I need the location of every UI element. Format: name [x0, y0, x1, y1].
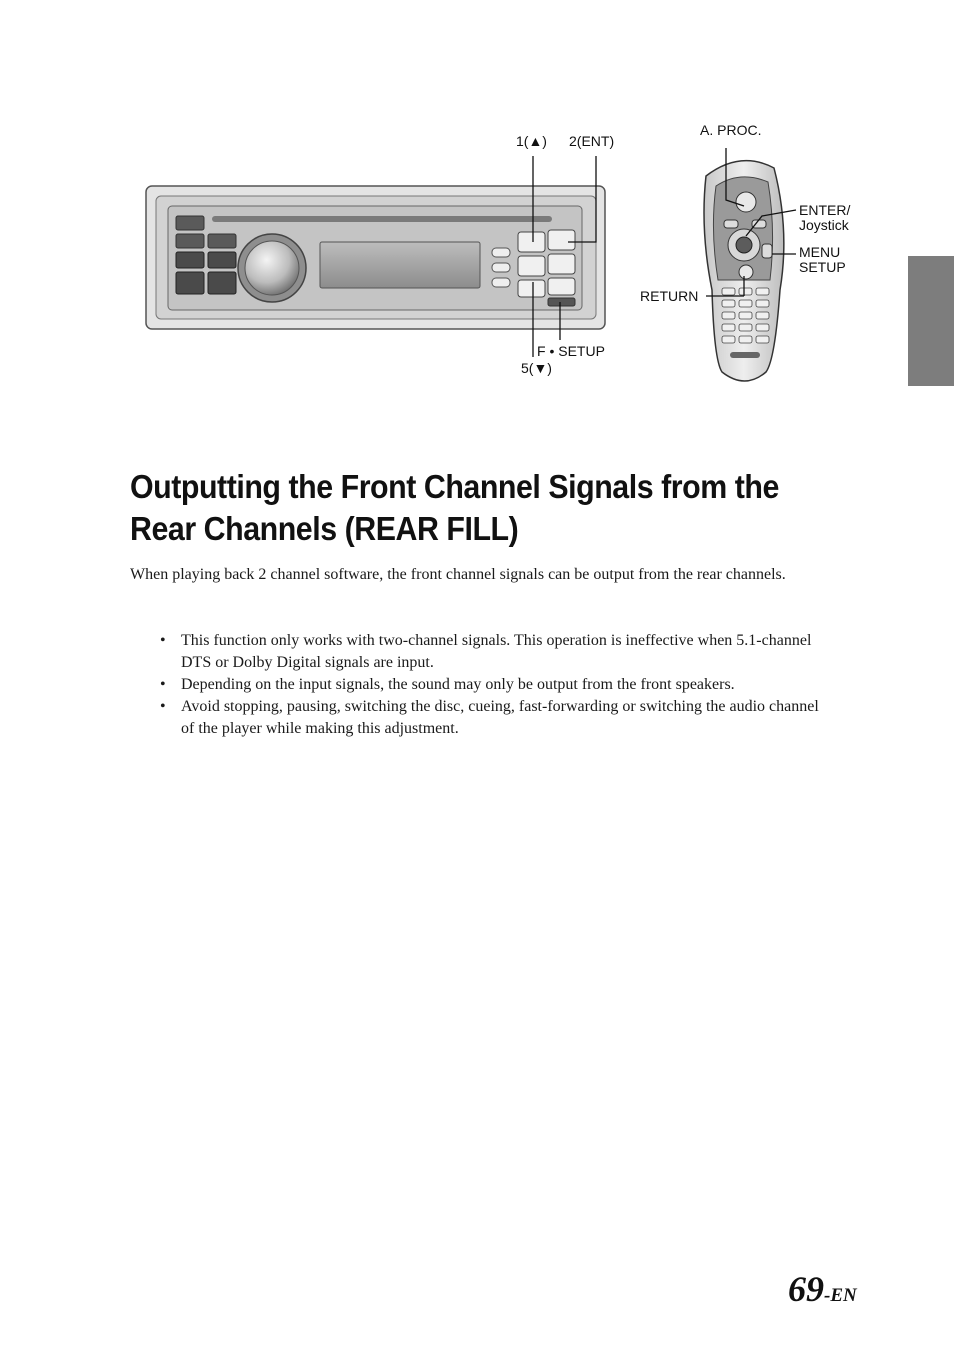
note-text: Depending on the input signals, the sound may only be output from the front speakers.	[181, 676, 735, 693]
joystick-label: Joystick	[799, 217, 849, 233]
f-setup-label: F • SETUP	[537, 343, 605, 359]
head-unit-illustration	[146, 186, 605, 329]
bullet: •	[160, 676, 166, 693]
a-proc-label: A. PROC.	[700, 122, 762, 138]
notes-list	[160, 630, 830, 740]
bullet: •	[160, 632, 166, 649]
button-5-label: 5(▼)	[521, 360, 552, 376]
button-1-label: 1(▲)	[516, 133, 547, 149]
enter-label: ENTER/	[799, 202, 851, 218]
remote-control-illustration	[704, 161, 784, 381]
list-item	[160, 630, 830, 674]
return-label: RETURN	[640, 288, 699, 304]
page-number-suffix: -EN	[824, 1285, 857, 1306]
page-number	[788, 1268, 857, 1310]
menu-label: MENU	[799, 244, 841, 260]
section-tab	[908, 256, 954, 386]
setup-label: SETUP	[799, 259, 846, 275]
button-2-ent-label: 2(ENT)	[569, 133, 615, 149]
list-item	[160, 674, 830, 696]
page-number-value: 69	[788, 1269, 824, 1309]
intro-paragraph: When playing back 2 channel software, the front channel signals can be output from the rear channels.	[130, 566, 786, 583]
note-text: Avoid stopping, pausing, switching the disc, cueing, fast-forwarding or switching the audio channel of the player while making this adjustment.	[181, 698, 819, 737]
list-item	[160, 696, 830, 740]
bullet: •	[160, 698, 166, 715]
note-text: This function only works with two-channel signals. This operation is ineffective when 5.1-channel DTS or Dolby Digital signals are input.	[181, 632, 812, 671]
section-title: Outputting the Front Channel Signals from the Rear Channels (REAR FILL)	[130, 468, 779, 547]
